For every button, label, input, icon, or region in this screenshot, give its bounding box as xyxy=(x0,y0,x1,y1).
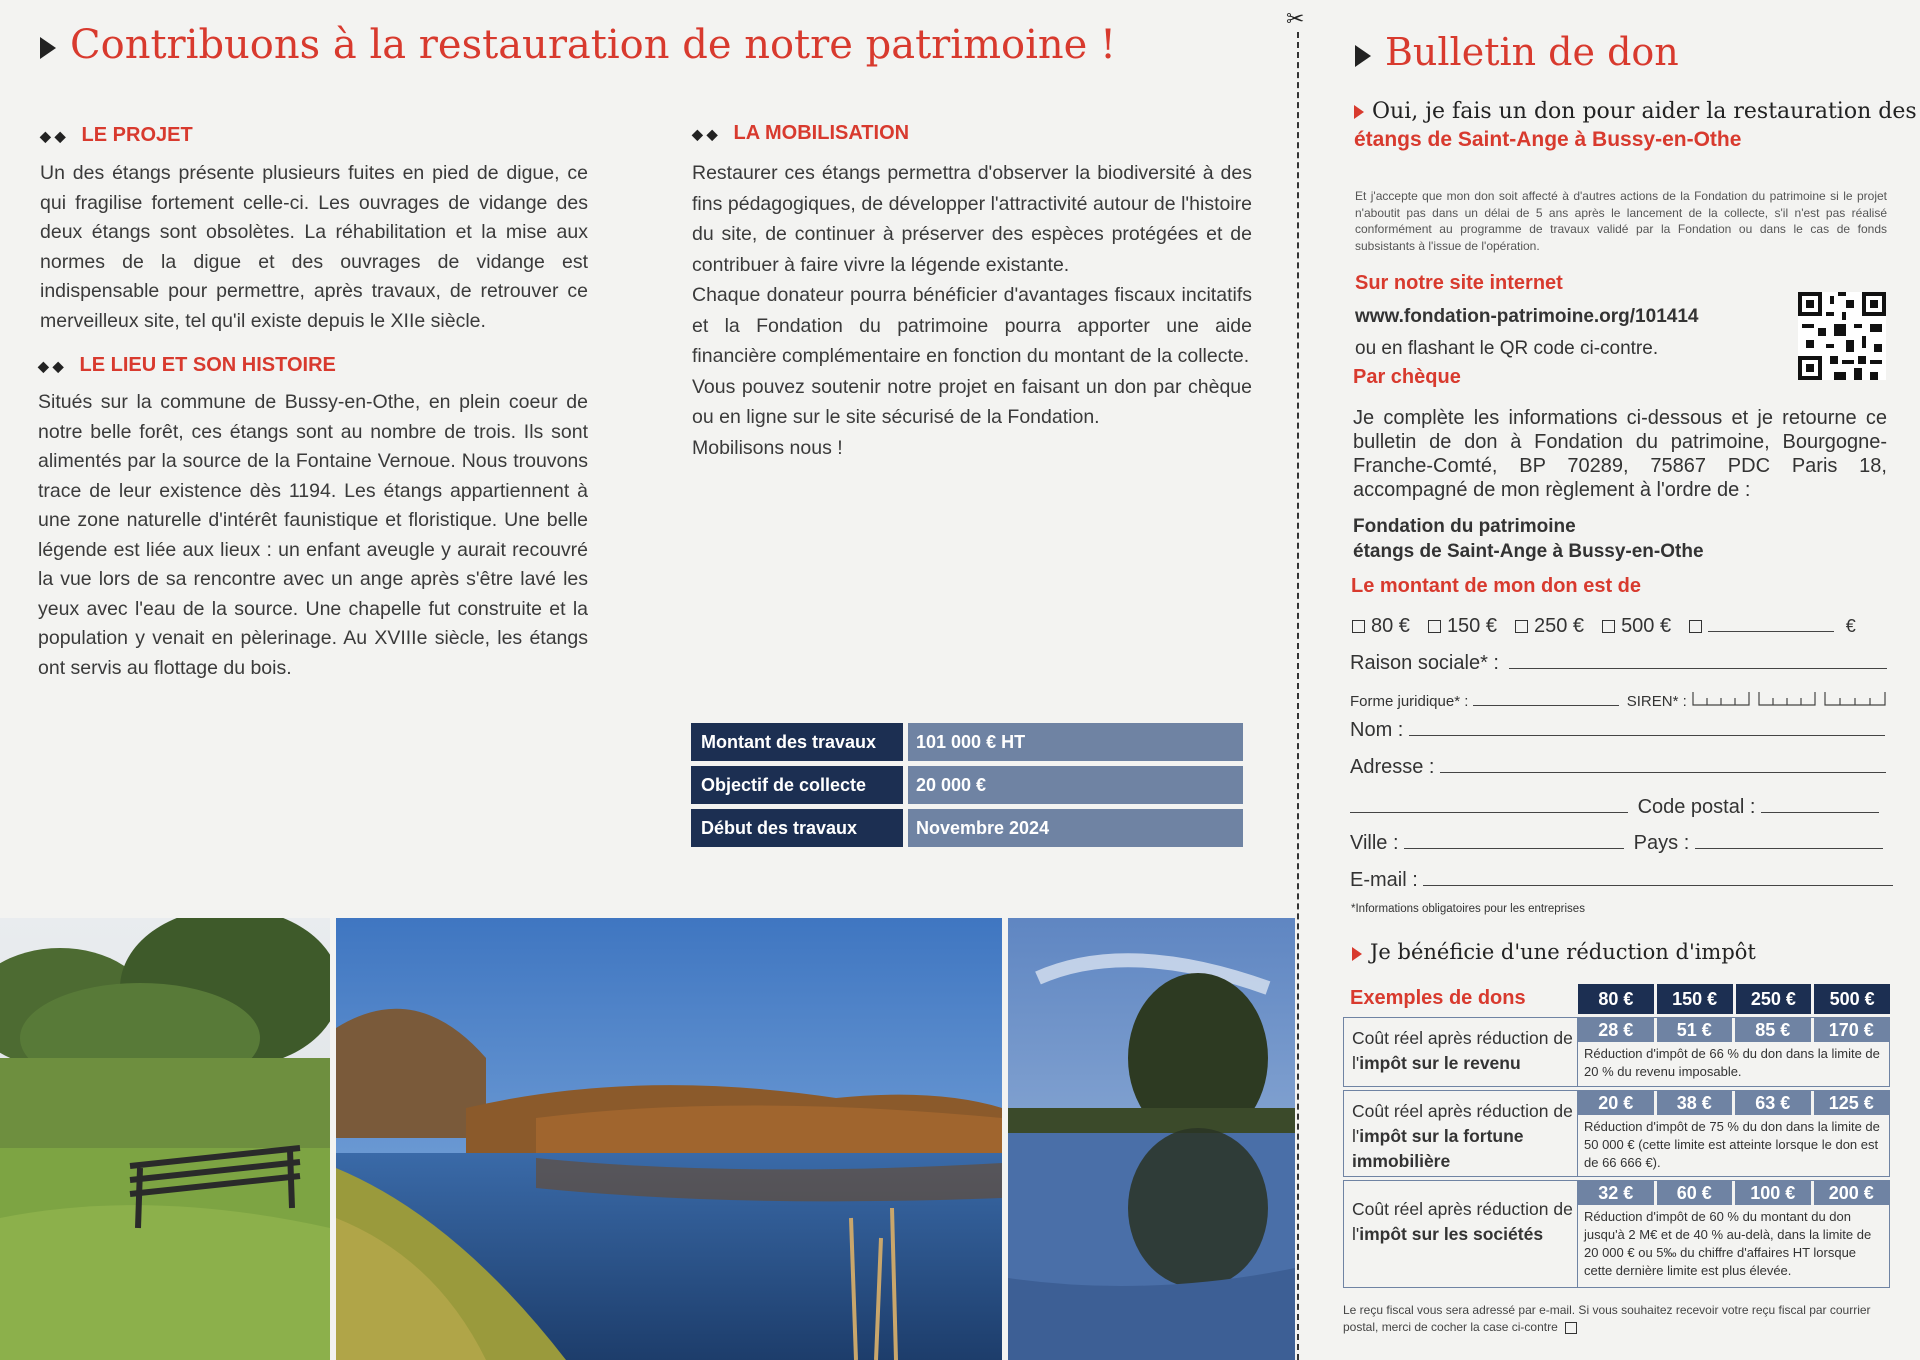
amount-option-custom[interactable] xyxy=(1689,615,1856,638)
tax-row-values xyxy=(1577,1091,1889,1176)
mobilisation-heading-text: LA MOBILISATION xyxy=(733,122,910,144)
tax-row-label xyxy=(1344,1181,1575,1247)
checkbox[interactable] xyxy=(1352,620,1365,633)
payee xyxy=(1353,514,1704,564)
payee-line: Fondation du patrimoine xyxy=(1353,516,1576,537)
nom-input[interactable] xyxy=(1409,717,1885,736)
raison-label: Raison sociale* : xyxy=(1350,652,1499,674)
web-qr-text: ou en flashant le QR code ci-contre. xyxy=(1355,338,1659,359)
lieu-heading-text: LE LIEU ET SON HISTOIRE xyxy=(79,354,336,376)
siren-label: SIREN* : xyxy=(1626,693,1687,710)
tax-label-bold: impôt sur les sociétés xyxy=(1359,1224,1544,1244)
qr-code-icon[interactable] xyxy=(1798,292,1886,380)
email-label: E-mail : xyxy=(1350,869,1418,891)
diamond-bullets-icon: ◆◆ xyxy=(38,358,68,374)
don-amount-cell: 500 € xyxy=(1814,984,1890,1014)
code-postal-input[interactable] xyxy=(1761,794,1879,813)
section-mobilisation-heading xyxy=(692,122,909,145)
tax-value-cell: 125 € xyxy=(1814,1091,1890,1115)
checkbox[interactable] xyxy=(1602,620,1615,633)
intro-red-text: étangs de Saint-Ange à Bussy-en-Othe xyxy=(1354,128,1742,151)
lieu-text: Situés sur la commune de Bussy-en-Othe, en plein coeur de notre belle forêt, ces étangs sont au nombre de trois. Ils sont alimentés par la source de la Fontaine Vernoue. Nous trouvons trace de leur existence dès 1194. Les étangs appartiennent à une zone naturelle d'intérêt faunistique et floristique. Une belle légende est liée aux lieux : un enfant aveugle y aurait recouvré la vue lors de sa rencontre avec un ange après s'être lavé les yeux avec l'eau de la source. Une chapelle fut construite et la population y venait en pèlerinage. Au XVIIIe siècle, les étangs ont servis au flottage du bois. xyxy=(38,391,588,679)
fact-label: Début des travaux xyxy=(691,809,903,847)
fact-value: 101 000 € HT xyxy=(908,723,1243,761)
fact-value: 20 000 € xyxy=(908,766,1243,804)
adresse-label: Adresse : xyxy=(1350,756,1435,778)
pays-label: Pays : xyxy=(1633,832,1690,854)
tax-row-fortune xyxy=(1343,1090,1890,1177)
don-amounts-header xyxy=(1578,984,1890,1014)
tax-value-cell: 28 € xyxy=(1578,1018,1654,1042)
raison-sociale-row xyxy=(1350,650,1887,675)
don-amount-cell: 150 € xyxy=(1657,984,1733,1014)
tax-label-plain: Coût réel après réduction de l' xyxy=(1352,1028,1573,1073)
mobilisation-paragraph: Vous pouvez soutenir notre projet en faisant un don par chèque ou en ligne sur le site sécurisé de la Fondation. xyxy=(692,375,1252,428)
tax-note: Réduction d'impôt de 66 % du don dans la limite de 20 % du revenu imposable. xyxy=(1584,1046,1880,1079)
fact-row xyxy=(691,809,1246,847)
adresse-line2-input[interactable] xyxy=(1350,794,1628,813)
intro-black-text: Oui, je fais un don pour aider la restauration des xyxy=(1372,99,1917,124)
photo-bench-meadow xyxy=(0,918,330,1360)
nom-label: Nom : xyxy=(1350,719,1404,741)
tax-value-cell: 170 € xyxy=(1814,1018,1890,1042)
tax-value-cell: 60 € xyxy=(1657,1181,1733,1205)
footer-text: Le reçu fiscal vous sera adressé par e-mail. Si vous souhaitez recevoir votre reçu fiscal par courrier postal, merci de cocher la case ci-contre xyxy=(1343,1303,1871,1334)
code-postal-label: Code postal : xyxy=(1637,796,1756,818)
tax-row-values xyxy=(1577,1181,1889,1287)
nom-row xyxy=(1350,717,1885,742)
bulletin-title-text: Bulletin de don xyxy=(1385,30,1679,74)
mandatory-note: *Informations obligatoires pour les entreprises xyxy=(1351,903,1585,915)
web-url-link[interactable]: www.fondation-patrimoine.org/101414 xyxy=(1355,306,1699,327)
tax-label-plain: Coût réel après réduction de l' xyxy=(1352,1101,1573,1146)
amount-option-500[interactable] xyxy=(1602,615,1671,638)
amount-label: 250 € xyxy=(1534,615,1585,637)
amount-heading: Le montant de mon don est de xyxy=(1351,575,1642,597)
cut-line xyxy=(1297,12,1299,1360)
tax-row-label xyxy=(1344,1018,1575,1076)
arrow-icon xyxy=(1354,105,1364,119)
tax-value-cell: 100 € xyxy=(1735,1181,1811,1205)
amount-option-250[interactable] xyxy=(1515,615,1584,638)
checkbox[interactable] xyxy=(1515,620,1528,633)
raison-sociale-input[interactable] xyxy=(1509,650,1887,669)
facts-table xyxy=(691,723,1246,847)
tax-label-bold: impôt sur la fortune immobilière xyxy=(1352,1126,1524,1171)
amount-label: 500 € xyxy=(1621,615,1672,637)
tax-note: Réduction d'impôt de 60 % du montant du don jusqu'à 2 M€ et de 40 % au-delà, dans la limite de 20 000 € ou 5‰ du chiffre d'affaires HT lorsque cette dernière limite est plus élevée. xyxy=(1584,1209,1872,1278)
section-lieu-heading xyxy=(38,354,336,377)
postal-receipt-checkbox[interactable] xyxy=(1565,1322,1577,1334)
fact-label: Objectif de collecte xyxy=(691,766,903,804)
amount-label: 80 € xyxy=(1371,615,1410,637)
email-row xyxy=(1350,867,1893,892)
tax-label-bold: impôt sur le revenu xyxy=(1359,1053,1521,1073)
mobilisation-paragraph: Chaque donateur pourra bénéficier d'avantages fiscaux incitatifs et la Fondation du patrimoine pourra apporter une aide financière complémentaire en fonction du montant de la collecte. xyxy=(692,284,1252,367)
tax-value-cell: 51 € xyxy=(1657,1018,1733,1042)
disclaimer-text: Et j'accepte que mon don soit affecté à d'autres actions de la Fondation du patrimoine si le projet n'aboutit pas dans un délai de 5 ans après le lancement de la collecte, s'il n'est pas réalisé conformément au programme de travaux validé par la Fondation ou dans le cas de fonds subsistants à l'issue de l'opération. xyxy=(1355,189,1887,253)
siren-input[interactable] xyxy=(1691,688,1887,710)
fact-value: Novembre 2024 xyxy=(908,809,1243,847)
tax-value-cell: 85 € xyxy=(1735,1018,1811,1042)
fact-label: Montant des travaux xyxy=(691,723,903,761)
forme-label: Forme juridique* : xyxy=(1350,693,1469,710)
bulletin-intro xyxy=(1354,98,1917,154)
projet-heading-text: LE PROJET xyxy=(81,124,193,146)
tax-value-cell: 200 € xyxy=(1814,1181,1890,1205)
tax-value-cell: 32 € xyxy=(1578,1181,1654,1205)
ville-label: Ville : xyxy=(1350,832,1399,854)
play-arrow-icon xyxy=(1355,45,1371,67)
web-heading: Sur notre site internet xyxy=(1355,272,1563,294)
play-arrow-icon xyxy=(40,37,56,59)
amount-option-80[interactable] xyxy=(1352,615,1410,638)
checkbox[interactable] xyxy=(1689,620,1702,633)
photo-pond-reflection xyxy=(1008,918,1295,1360)
tax-value-cell: 38 € xyxy=(1657,1091,1733,1115)
mobilisation-text xyxy=(692,158,1252,463)
pays-input[interactable] xyxy=(1695,830,1883,849)
code-postal-row xyxy=(1350,794,1879,819)
adresse-row xyxy=(1350,754,1886,779)
tax-row-revenu xyxy=(1343,1017,1890,1087)
main-title-text: Contribuons à la restauration de notre patrimoine ! xyxy=(70,22,1117,68)
projet-text: Un des étangs présente plusieurs fuites en pied de digue, ce qui fragilise fortement celle-ci. Les ouvrages de vidange des deux étangs sont obsolètes. La réhabilitation et la mise aux normes de la digue et des ouvrages de vidange est indispensable pour permettre, après travaux, de retrouver ce merveilleux site, tel qu'il existe depuis le XIIe siècle. xyxy=(40,162,588,332)
section-projet-heading xyxy=(40,124,193,147)
cheque-heading: Par chèque xyxy=(1353,366,1461,388)
ville-input[interactable] xyxy=(1404,830,1624,849)
examples-label: Exemples de dons xyxy=(1350,987,1526,1009)
custom-amount-input[interactable] xyxy=(1708,615,1834,632)
mobilisation-paragraph: Mobilisons nous ! xyxy=(692,436,843,459)
mobilisation-paragraph: Restaurer ces étangs permettra d'observer la biodiversité à des fins pédagogiques, de développer l'attractivité autour de l'histoire du site, de continuer à préserver des espèces protégées et de contribuer à faire vivre la légende existante. xyxy=(692,162,1252,276)
forme-juridique-input[interactable] xyxy=(1473,691,1619,706)
tax-note: Réduction d'impôt de 75 % du don dans la limite de 50 000 € (cette limite est atteinte lorsque le don est de 66 666 €). xyxy=(1584,1119,1880,1170)
checkbox[interactable] xyxy=(1428,620,1441,633)
tax-value-cell: 20 € xyxy=(1578,1091,1654,1115)
tax-row-values xyxy=(1577,1018,1889,1086)
cheque-text: Je complète les informations ci-dessous et je retourne ce bulletin de don à Fondation du patrimoine, Bourgogne-Franche-Comté, BP 70289, 75867 PDC Paris 18, accompagné de mon règlement à l'ordre de : xyxy=(1353,407,1887,501)
tax-row-label xyxy=(1344,1091,1575,1174)
ville-pays-row xyxy=(1350,830,1883,855)
tax-row-societes xyxy=(1343,1180,1890,1288)
amount-label: 150 € xyxy=(1446,615,1497,637)
adresse-input[interactable] xyxy=(1440,754,1886,773)
currency-symbol: € xyxy=(1845,616,1856,636)
payee-line: étangs de Saint-Ange à Bussy-en-Othe xyxy=(1353,541,1704,562)
don-amount-cell: 250 € xyxy=(1736,984,1812,1014)
bulletin-title xyxy=(1355,30,1679,74)
email-input[interactable] xyxy=(1423,867,1893,886)
tax-heading xyxy=(1352,940,1756,964)
forme-siren-row xyxy=(1350,688,1887,710)
amount-option-150[interactable] xyxy=(1428,615,1497,638)
fact-row xyxy=(691,723,1246,761)
tax-label-plain: Coût réel après réduction de l' xyxy=(1352,1199,1573,1244)
tax-heading-text: Je bénéficie d'une réduction d'impôt xyxy=(1370,940,1756,964)
diamond-bullets-icon: ◆◆ xyxy=(692,126,722,142)
footer-note xyxy=(1343,1302,1888,1336)
main-title xyxy=(40,22,1116,68)
don-amount-cell: 80 € xyxy=(1578,984,1654,1014)
arrow-icon xyxy=(1352,947,1362,961)
photo-pond-autumn xyxy=(336,918,1002,1360)
scissors-icon: ✂ xyxy=(1286,6,1305,31)
diamond-bullets-icon: ◆◆ xyxy=(40,128,70,144)
tax-value-cell: 63 € xyxy=(1735,1091,1811,1115)
fact-row xyxy=(691,766,1246,804)
amount-options xyxy=(1352,615,1856,638)
